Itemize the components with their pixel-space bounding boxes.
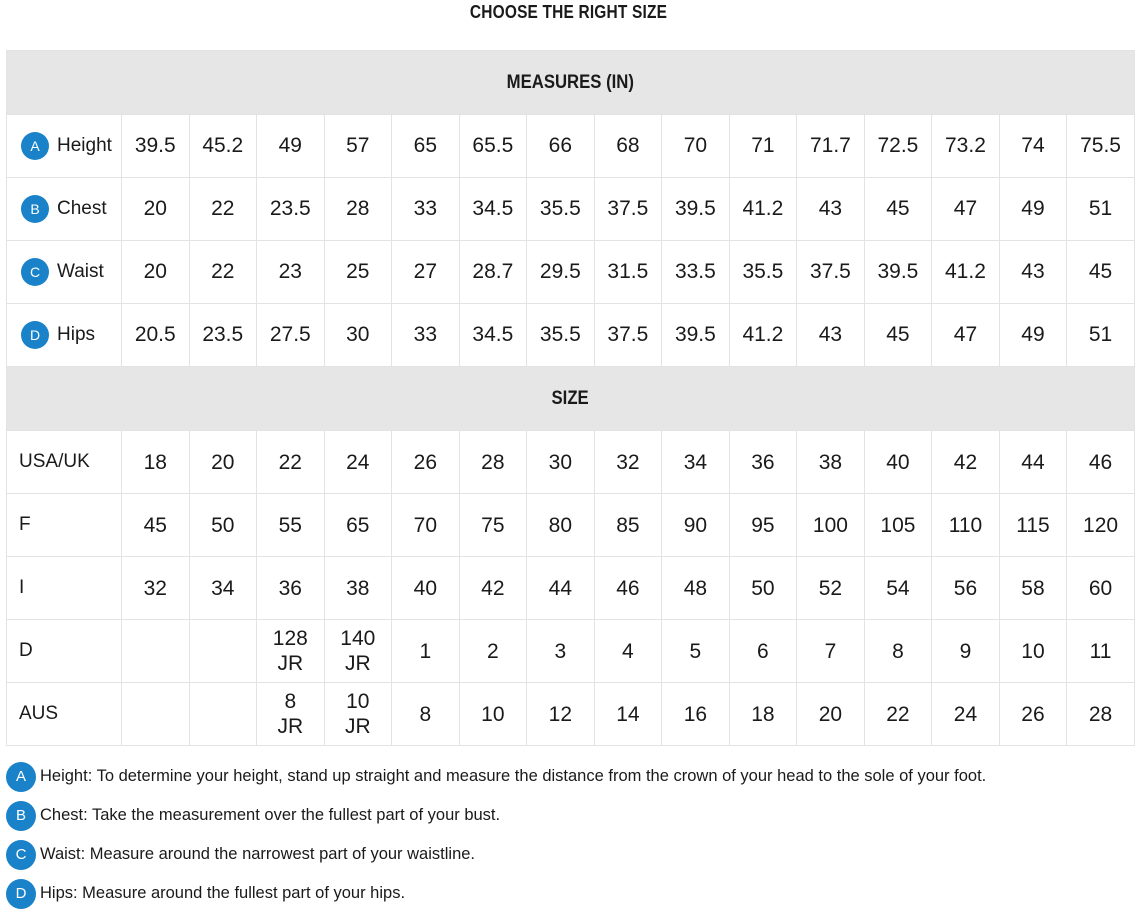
size-cell	[459, 557, 527, 620]
note-text: Chest: Take the measurement over the fullest part of your bust.	[40, 806, 501, 824]
size-cell	[797, 557, 865, 620]
size-cell-text: JR	[344, 652, 371, 675]
measure-badge-icon: B	[21, 195, 49, 223]
measure-cell: 23.5	[257, 178, 325, 241]
measure-cell: 71.7	[797, 115, 865, 178]
size-cell-text: 40	[886, 450, 910, 474]
size-cell	[1067, 431, 1135, 494]
size-cell	[122, 431, 190, 494]
size-cell-text: 20	[818, 702, 843, 726]
measure-cell: 39.5	[122, 115, 190, 178]
size-cell	[392, 494, 460, 557]
size-cell	[459, 431, 527, 494]
size-cell	[122, 620, 190, 683]
size-cell-text: 14	[616, 702, 640, 726]
size-cell	[594, 494, 662, 557]
measure-cell: 49	[999, 178, 1067, 241]
size-cell	[324, 683, 392, 746]
size-cell	[594, 620, 662, 683]
size-cell-text: 48	[683, 576, 708, 600]
size-cell-text: 10	[481, 702, 505, 726]
size-cell-text: 7	[824, 639, 837, 663]
size-row-header: USA/UK	[7, 431, 122, 494]
size-cell-text: 56	[953, 576, 978, 600]
size-row-usa-uk	[7, 431, 1135, 494]
measure-cell: 45	[864, 178, 932, 241]
size-cell	[662, 620, 730, 683]
measure-cell: 23	[257, 241, 325, 304]
size-cell-text: 18	[143, 450, 167, 474]
size-cell-text: 80	[548, 513, 573, 537]
size-cell-text: 11	[1089, 639, 1112, 663]
measure-cell: 43	[999, 241, 1067, 304]
measure-cell: 49	[999, 304, 1067, 367]
measure-cell: 65	[392, 115, 460, 178]
size-cell	[662, 431, 730, 494]
measure-cell: 45	[1067, 241, 1135, 304]
measure-cell: 41.2	[729, 178, 797, 241]
size-cell	[122, 494, 190, 557]
size-cell	[122, 557, 190, 620]
size-cell	[459, 620, 527, 683]
measure-cell: 20	[122, 241, 190, 304]
size-row-f	[7, 494, 1135, 557]
measure-cell: 28.7	[459, 241, 527, 304]
measure-cell: 30	[324, 304, 392, 367]
size-cell	[189, 557, 257, 620]
size-cell-text: 70	[413, 513, 437, 537]
size-cell-text: 75	[481, 513, 505, 537]
size-cell	[999, 431, 1067, 494]
measure-cell: 51	[1067, 304, 1135, 367]
size-cell	[1067, 494, 1135, 557]
measure-badge-icon: C	[21, 258, 49, 286]
size-cell-text: 12	[548, 702, 573, 726]
size-cell	[864, 620, 932, 683]
size-cell-text: 16	[683, 702, 708, 726]
size-cell	[324, 620, 392, 683]
measures-section-label: MEASURES (IN)	[506, 71, 635, 93]
size-cell	[257, 431, 325, 494]
size-cell-text: 42	[953, 450, 978, 474]
size-cell	[189, 620, 257, 683]
size-cell-text: 32	[616, 450, 640, 474]
note-item	[6, 835, 1134, 874]
size-cell-text: 24	[953, 702, 978, 726]
size-cell-text: 34	[683, 450, 708, 474]
size-cell	[797, 620, 865, 683]
size-cell-text: 40	[413, 576, 437, 600]
size-cell	[797, 494, 865, 557]
size-cell-text: 28	[481, 450, 505, 474]
size-cell	[729, 683, 797, 746]
size-row-header: AUS	[7, 683, 122, 746]
size-cell	[999, 557, 1067, 620]
size-cell	[257, 494, 325, 557]
size-cell	[662, 683, 730, 746]
measures-section-header	[7, 51, 1135, 115]
measure-cell: 41.2	[729, 304, 797, 367]
size-cell	[999, 683, 1067, 746]
note-badge-icon: C	[6, 840, 36, 870]
size-cell-text: JR	[277, 652, 304, 675]
note-item	[6, 796, 1134, 835]
size-cell-text: 42	[481, 576, 505, 600]
measure-cell: 34.5	[459, 304, 527, 367]
size-cell-text: 36	[751, 450, 775, 474]
page-title: CHOOSE THE RIGHT SIZE	[469, 2, 668, 22]
measure-cell: 75.5	[1067, 115, 1135, 178]
size-cell	[257, 620, 325, 683]
size-cell	[324, 494, 392, 557]
size-cell-text: 58	[1021, 576, 1045, 600]
measure-cell: 35.5	[527, 178, 595, 241]
size-cell-text: 128	[272, 627, 308, 650]
measure-cell: 57	[324, 115, 392, 178]
size-cell	[932, 431, 1000, 494]
measure-cell: 43	[797, 178, 865, 241]
size-row-header: F	[7, 494, 122, 557]
measure-cell: 73.2	[932, 115, 1000, 178]
size-cell	[932, 683, 1000, 746]
size-row-header: I	[7, 557, 122, 620]
size-cell-text: 34	[211, 576, 235, 600]
measure-cell: 20	[122, 178, 190, 241]
measure-label: Waist	[57, 261, 104, 282]
size-cell-text: 46	[616, 576, 640, 600]
measure-badge-icon: A	[21, 132, 49, 160]
measure-cell: 45	[864, 304, 932, 367]
size-cell	[527, 431, 595, 494]
size-cell	[729, 557, 797, 620]
note-text: Hips: Measure around the fullest part of your hips.	[40, 884, 406, 902]
measure-cell: 47	[932, 178, 1000, 241]
size-cell	[999, 494, 1067, 557]
size-cell	[459, 494, 527, 557]
size-cell	[662, 494, 730, 557]
size-cell	[324, 557, 392, 620]
size-cell	[864, 494, 932, 557]
size-cell	[729, 620, 797, 683]
measure-row-header	[7, 241, 122, 304]
size-cell-text: 26	[1021, 702, 1045, 726]
size-cell-text: 60	[1088, 576, 1113, 600]
measure-cell: 22	[189, 241, 257, 304]
size-cell-text: 55	[278, 513, 302, 537]
measure-cell: 35.5	[729, 241, 797, 304]
size-cell	[257, 683, 325, 746]
size-cell-text: JR	[344, 715, 371, 738]
measure-cell: 51	[1067, 178, 1135, 241]
size-cell	[392, 620, 460, 683]
size-cell-text: 54	[886, 576, 910, 600]
measure-row-header	[7, 304, 122, 367]
size-cell-text: 90	[683, 513, 708, 537]
measure-cell: 29.5	[527, 241, 595, 304]
size-cell	[527, 620, 595, 683]
size-cell-text: 38	[346, 576, 370, 600]
size-cell-text: 9	[959, 639, 972, 663]
size-cell-text: 2	[486, 639, 499, 663]
size-cell-text: 8	[284, 690, 297, 713]
size-cell-text: 38	[818, 450, 843, 474]
size-cell-text: 115	[1016, 513, 1050, 537]
size-cell	[527, 683, 595, 746]
note-item	[6, 757, 1134, 796]
size-cell	[459, 683, 527, 746]
measure-cell: 70	[662, 115, 730, 178]
size-section-header	[7, 367, 1135, 431]
size-cell-text: 85	[616, 513, 640, 537]
size-cell	[189, 431, 257, 494]
note-item	[6, 874, 1134, 913]
measure-cell: 66	[527, 115, 595, 178]
measure-cell: 22	[189, 178, 257, 241]
size-cell	[1067, 620, 1135, 683]
size-cell-text: 8	[892, 639, 904, 663]
measure-cell: 23.5	[189, 304, 257, 367]
measure-cell: 37.5	[594, 304, 662, 367]
measurement-notes	[6, 757, 1134, 913]
size-cell-text: 32	[143, 576, 167, 600]
size-cell	[932, 620, 1000, 683]
size-cell	[257, 557, 325, 620]
size-row-i	[7, 557, 1135, 620]
measure-cell: 27	[392, 241, 460, 304]
table-body	[7, 51, 1135, 746]
size-cell-text: 95	[751, 513, 775, 537]
measure-label: Chest	[57, 198, 107, 219]
measure-cell: 49	[257, 115, 325, 178]
size-cell-text: 20	[211, 450, 235, 474]
size-cell-text: 45	[143, 513, 167, 537]
size-cell-text: 30	[548, 450, 573, 474]
size-cell	[864, 557, 932, 620]
measure-label: Hips	[57, 324, 96, 345]
size-cell	[662, 557, 730, 620]
size-cell-text: 26	[413, 450, 437, 474]
measure-cell: 43	[797, 304, 865, 367]
size-cell-text: 44	[1021, 450, 1045, 474]
size-cell-text: 3	[554, 639, 567, 663]
size-cell	[392, 431, 460, 494]
size-cell	[527, 494, 595, 557]
size-cell	[392, 683, 460, 746]
size-cell	[1067, 557, 1135, 620]
size-cell	[594, 683, 662, 746]
size-row-aus	[7, 683, 1135, 746]
size-cell-text: 8	[419, 702, 432, 726]
size-section-label: SIZE	[551, 387, 590, 409]
size-cell-text: 10	[1021, 639, 1045, 663]
measure-row-height	[7, 115, 1135, 178]
measure-cell: 68	[594, 115, 662, 178]
size-cell-text: 46	[1088, 450, 1113, 474]
note-text: Height: To determine your height, stand up straight and measure the distance from the crown of your head to the sole of your foot.	[40, 767, 987, 785]
size-cell	[392, 557, 460, 620]
size-cell-text: JR	[277, 715, 304, 738]
size-cell-text: 52	[818, 576, 843, 600]
size-cell	[594, 431, 662, 494]
size-cell-text: 6	[757, 639, 769, 663]
size-cell-text: 100	[812, 513, 848, 537]
measure-cell: 33.5	[662, 241, 730, 304]
size-cell-text: 120	[1083, 513, 1119, 537]
size-cell-text: 50	[751, 576, 775, 600]
size-cell-text: 22	[278, 450, 302, 474]
measure-cell: 39.5	[662, 304, 730, 367]
measure-cell: 27.5	[257, 304, 325, 367]
size-cell	[797, 431, 865, 494]
measure-cell: 35.5	[527, 304, 595, 367]
size-cell	[594, 557, 662, 620]
measure-row-waist	[7, 241, 1135, 304]
measure-cell: 41.2	[932, 241, 1000, 304]
size-cell	[864, 683, 932, 746]
measure-label: Height	[57, 135, 112, 156]
size-cell-text: 28	[1088, 702, 1113, 726]
measures-section-row	[7, 51, 1135, 115]
measure-row-hips	[7, 304, 1135, 367]
size-cell-text: 18	[751, 702, 775, 726]
size-cell-text: 110	[948, 513, 983, 537]
size-cell	[189, 683, 257, 746]
size-row-d	[7, 620, 1135, 683]
measure-row-header	[7, 178, 122, 241]
size-cell-text: 5	[689, 639, 702, 663]
size-cell	[864, 431, 932, 494]
measure-cell: 20.5	[122, 304, 190, 367]
measure-cell: 25	[324, 241, 392, 304]
size-cell	[999, 620, 1067, 683]
measure-row-header	[7, 115, 122, 178]
size-cell	[797, 683, 865, 746]
size-cell-text: 24	[346, 450, 370, 474]
measure-cell: 71	[729, 115, 797, 178]
measure-badge-icon: D	[21, 321, 49, 349]
size-cell-text: 65	[346, 513, 370, 537]
size-cell-text: 44	[548, 576, 573, 600]
size-cell-text: 140	[340, 627, 376, 650]
measure-row-chest	[7, 178, 1135, 241]
size-cell-text: 10	[346, 690, 370, 713]
measure-cell: 28	[324, 178, 392, 241]
measure-cell: 33	[392, 304, 460, 367]
note-badge-icon: B	[6, 801, 36, 831]
measure-cell: 37.5	[594, 178, 662, 241]
size-cell	[932, 494, 1000, 557]
size-cell	[189, 494, 257, 557]
size-cell	[932, 557, 1000, 620]
size-cell-text: 105	[880, 513, 916, 537]
measure-cell: 33	[392, 178, 460, 241]
size-section-row	[7, 367, 1135, 431]
size-cell	[527, 557, 595, 620]
measure-cell: 47	[932, 304, 1000, 367]
measure-cell: 72.5	[864, 115, 932, 178]
size-cell-text: 22	[886, 702, 910, 726]
note-badge-icon: A	[6, 762, 36, 792]
size-chart-table	[6, 50, 1135, 746]
size-cell	[324, 431, 392, 494]
note-text: Waist: Measure around the narrowest part of your waistline.	[40, 845, 476, 863]
measure-cell: 39.5	[864, 241, 932, 304]
size-cell-text: 36	[278, 576, 302, 600]
size-cell-text: 4	[622, 639, 634, 663]
size-cell	[729, 431, 797, 494]
measure-cell: 31.5	[594, 241, 662, 304]
measure-cell: 39.5	[662, 178, 730, 241]
size-cell-text: 1	[419, 639, 432, 663]
note-badge-icon: D	[6, 879, 36, 909]
size-row-header: D	[7, 620, 122, 683]
size-cell	[1067, 683, 1135, 746]
measure-cell: 37.5	[797, 241, 865, 304]
size-cell-text: 50	[211, 513, 235, 537]
measure-cell: 65.5	[459, 115, 527, 178]
measure-cell: 34.5	[459, 178, 527, 241]
size-cell	[729, 494, 797, 557]
measure-cell: 74	[999, 115, 1067, 178]
size-cell	[122, 683, 190, 746]
measure-cell: 45.2	[189, 115, 257, 178]
